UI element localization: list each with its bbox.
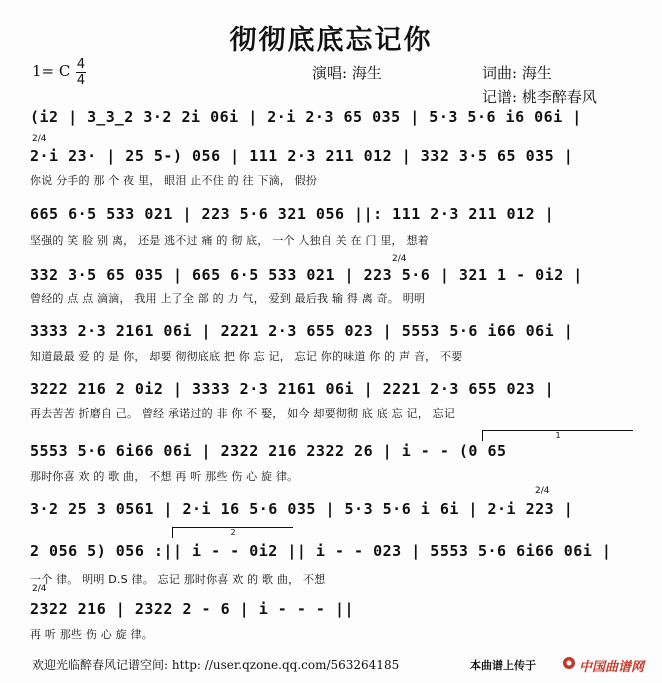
time-signature-bottom: 4 — [76, 73, 86, 88]
lyric-line-5: 知道最最 爱 的 是 你， 却要 彻彻底底 把 你 忘 记， 忘记 你的味道 你 的 声 音， 不要 — [30, 350, 463, 363]
site-name[interactable]: 中国曲谱网 — [579, 660, 645, 675]
volta-1: 1 — [482, 430, 633, 441]
footer-credit: 欢迎光临醉春风记谱空间: http: //user.qzone.qq.com/563264185 — [32, 658, 400, 672]
score-line-8: 3·2 25 3 0561 | 2·i 16 5·6 035 | 5·3 5·6 i 6i | 2·i 223 | — [30, 500, 574, 518]
upload-credit — [470, 657, 536, 673]
lyric-line-4: 曾经的 点 点 滴滴， 我用 上了全 部 的 力 气， 爱到 最后我 输 得 离 奇。 明明 — [30, 292, 426, 305]
transcriber-credit: 记谱: 桃李醉春风 — [482, 88, 597, 106]
time-signature-top: 4 — [76, 57, 86, 72]
site-logo-text[interactable] — [579, 656, 644, 675]
time-change-4: 2/4 — [392, 254, 407, 264]
time-change-8: 2/4 — [535, 486, 550, 496]
song-title: 彻彻底底忘记你 — [229, 25, 433, 56]
lyric-line-6: 再去苦苦 折磨自 己。 曾经 承诺过的 非 你 不 娶， 如今 却要彻彻 底 底 忘 记， 忘记 — [30, 407, 456, 420]
score-line-2: 2·i 23· | 25 5-) 056 | 111 2·3 211 012 | 332 3·5 65 035 | — [30, 147, 574, 165]
score-line-9: 2 056 5) 056 :|| i - - 0i2 || i - - 023 | 5553 5·6 6i66 06i | — [30, 542, 612, 560]
composer-credit: 词曲: 海生 — [482, 64, 552, 82]
lyric-line-7: 那时你喜 欢 的 歌 曲， 不想 再 听 那些 伤 心 旋 律。 — [30, 470, 299, 483]
key-signature: 1= C — [32, 62, 71, 80]
score-line-3: 665 6·5 533 021 | 223 5·6 321 056 ||: 111 2·3 211 012 | — [30, 205, 555, 223]
score-line-1: (i2 | 3̲3̲2 3·2 2i 06i | 2·i 2·3 65 035 | 5·3 5·6 i6 06i | — [30, 108, 582, 126]
lyric-line-2: 你说 分手的 那 个 夜 里， 眼泪 止不住 的 往 下滴， 假扮 — [30, 174, 318, 187]
lyric-line-9: 一个 律。 明明 D.S 律。 忘记 那时你喜 欢 的 歌 曲， 不想 — [30, 573, 326, 586]
time-change-10: 2/4 — [32, 584, 47, 594]
lyric-line-3: 坚强的 笑 脸 别 离， 还是 逃不过 痛 的 彻 底， 一个 人独自 关 在 门 里， 想着 — [30, 234, 429, 247]
site-logo-icon — [562, 656, 576, 670]
score-line-7: 5553 5·6 6i66 06i | 2322 216 2322 26 | i - - (0 65 — [30, 442, 507, 460]
score-line-5: 3333 2·3 2161 06i | 2221 2·3 655 023 | 5553 5·6 i66 06i | — [30, 322, 574, 340]
score-line-6: 3222 216 2 0i2 | 3333 2·3 2161 06i | 2221 2·3 655 023 | — [30, 380, 555, 398]
lyric-line-10: 再 听 那些 伤 心 旋 律。 — [30, 628, 153, 641]
volta-2: 2 — [172, 527, 293, 538]
time-change-2: 2/4 — [32, 134, 47, 144]
upload-label: 本曲谱上传于 — [470, 659, 536, 672]
time-signature — [76, 58, 86, 87]
singer-credit: 演唱: 海生 — [312, 64, 382, 82]
score-line-10: 2322 216 | 2322 2 - 6 | i - - - || — [30, 600, 355, 618]
score-line-4: 332 3·5 65 035 | 665 6·5 533 021 | 223 5·6 | 321 1 - 0i2 | — [30, 266, 583, 284]
